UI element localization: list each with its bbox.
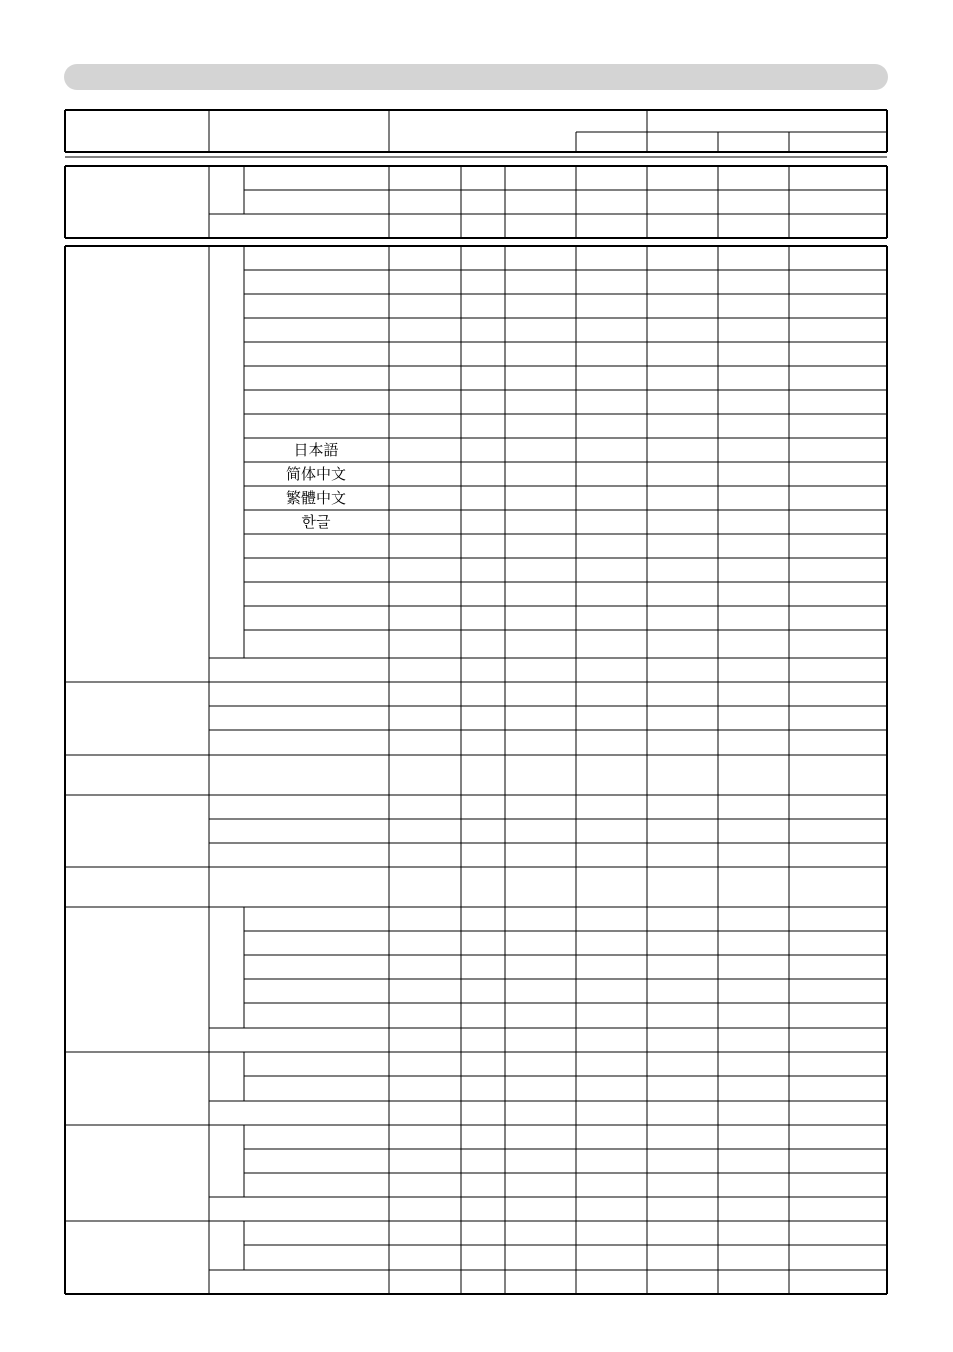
language-label-korean: 한글 xyxy=(301,513,331,531)
language-label-traditional-chinese: 繁體中文 xyxy=(285,489,346,507)
language-label-japanese: 日本語 xyxy=(293,441,339,459)
language-label-simplified-chinese: 简体中文 xyxy=(285,465,346,483)
